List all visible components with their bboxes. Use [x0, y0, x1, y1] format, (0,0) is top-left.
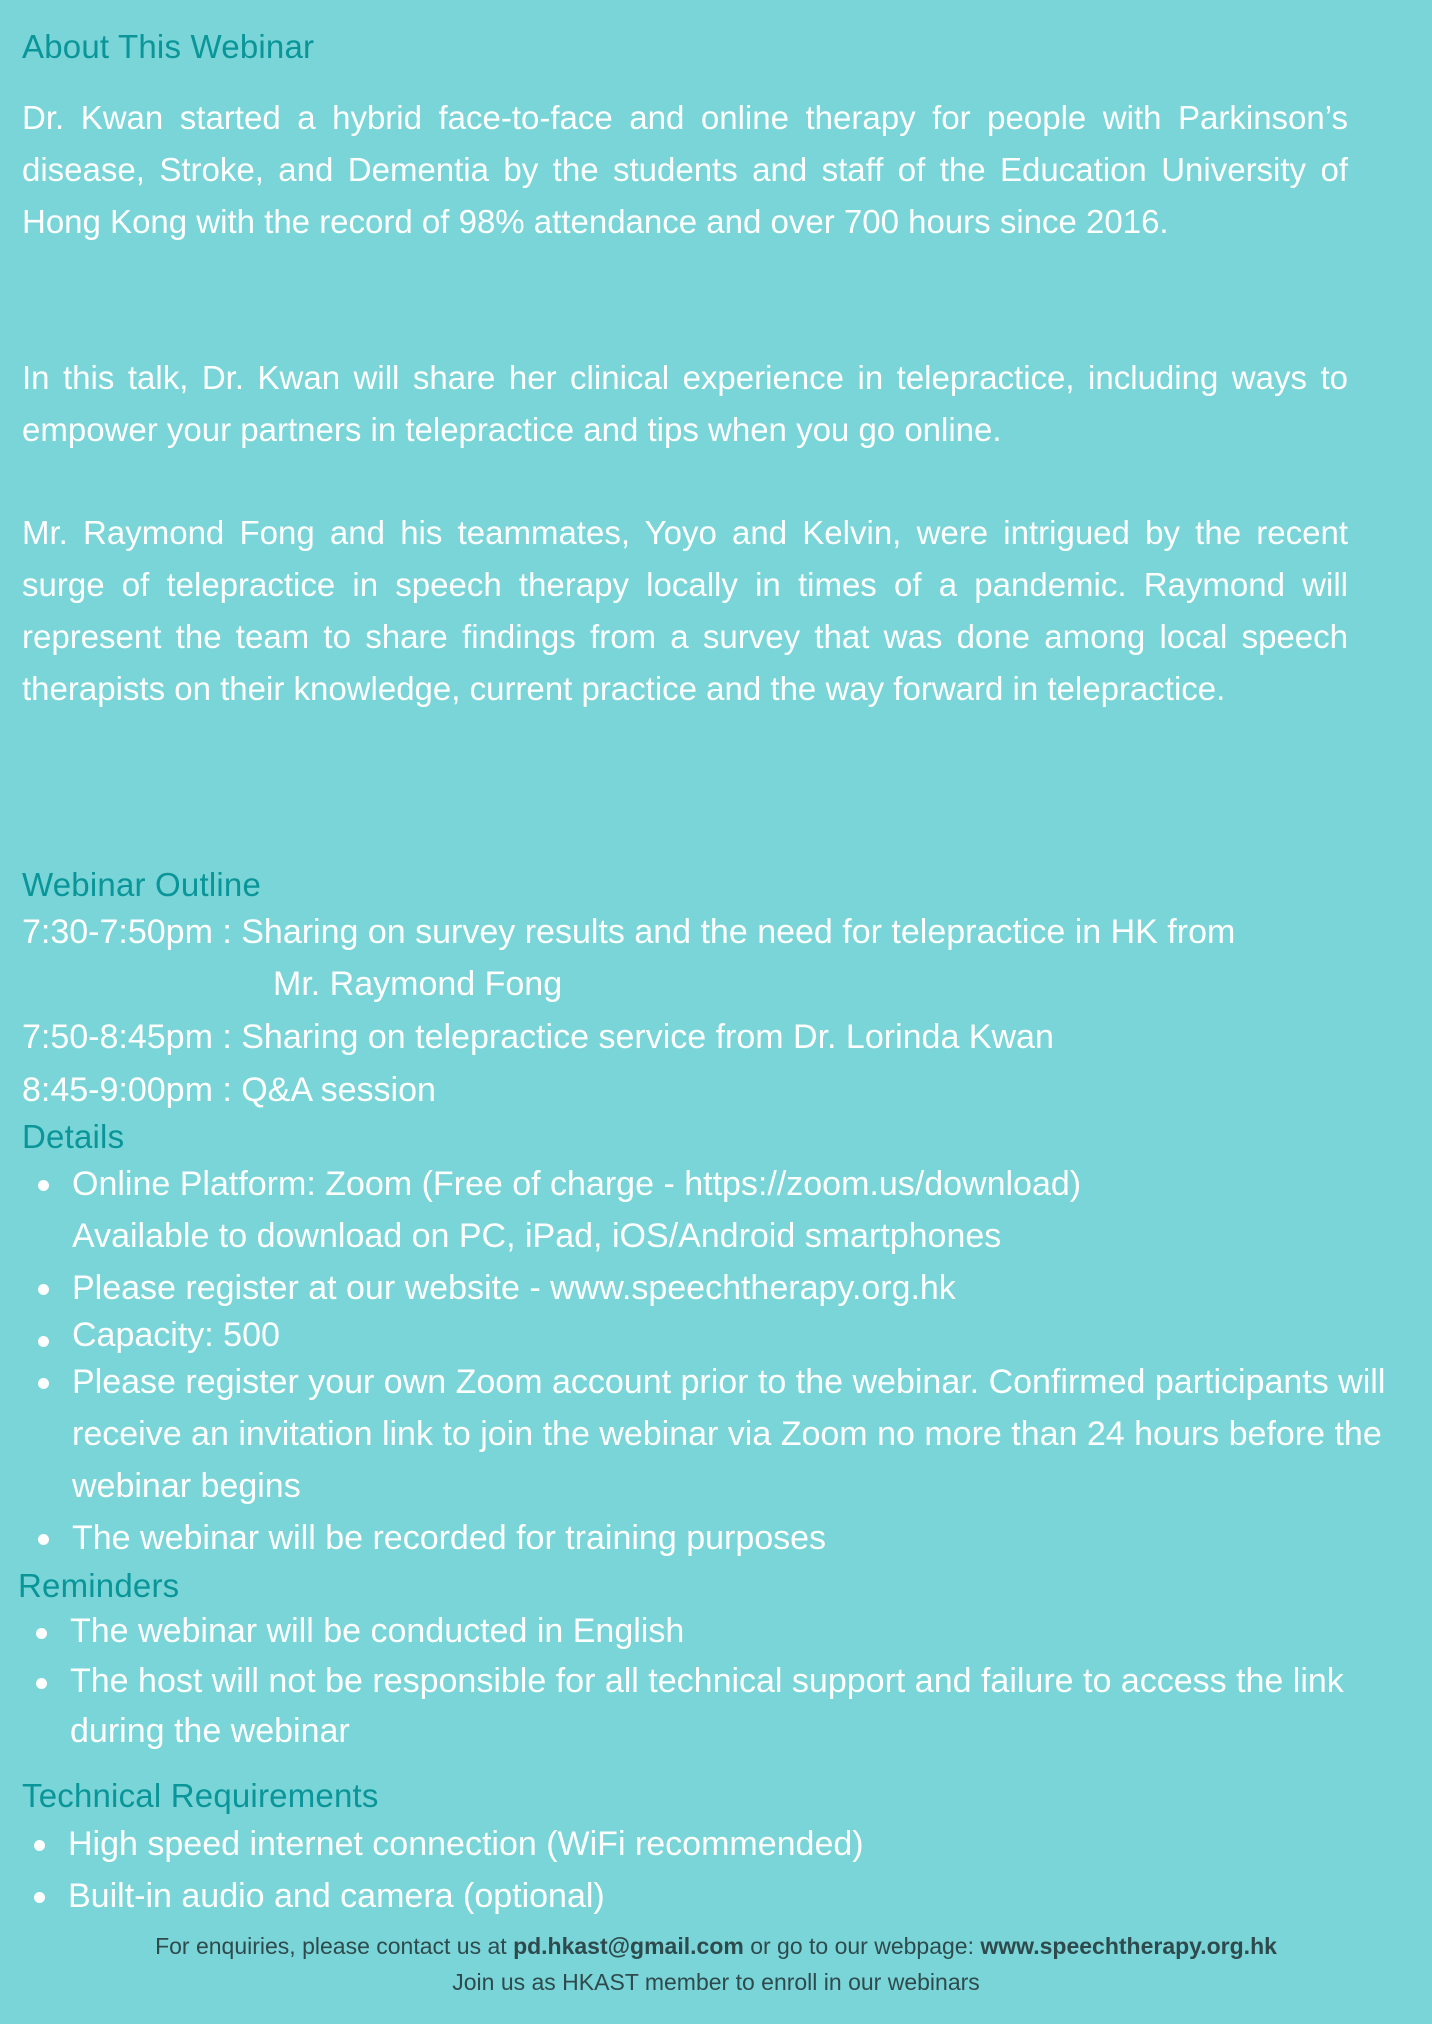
details-item-zoom-account: Please register your own Zoom account prior to the webinar. Confirmed participants will receive an invitation link to join the webinar via Zoom no more than 24 hours before the webinar begins [22, 1356, 1392, 1512]
details-item-platform-line2: Available to download on PC, iPad, iOS/Android smartphones [72, 1217, 1002, 1255]
technical-item-audio-camera: Built-in audio and camera (optional) [18, 1870, 1388, 1922]
details-item-recorded: The webinar will be recorded for training purposes [22, 1512, 1392, 1564]
footer-membership-line: Join us as HKAST member to enroll in our webinars [452, 1969, 980, 1995]
technical-heading: Technical Requirements [22, 1777, 379, 1814]
about-heading: About This Webinar [22, 28, 315, 65]
reminders-item-english: The webinar will be conducted in English [20, 1606, 1390, 1656]
footer-website-link[interactable]: www.speechtherapy.org.hk [980, 1933, 1277, 1959]
about-paragraph-3: Mr. Raymond Fong and his teammates, Yoyo and Kelvin, were intrigued by the recent surge of telepractice in speech therapy locally in times of a pandemic. Raymond will represent the team to share findings from a survey that was done among local speech therapists on their knowledge, current practice and the way forward in telepractice. [22, 514, 1348, 707]
details-item-capacity: Capacity: 500 [22, 1314, 1392, 1356]
details-item-register: Please register at our website - www.speechtherapy.org.hk [22, 1262, 1392, 1314]
technical-list [18, 1818, 1388, 1922]
footer-contact-prefix: For enquiries, please contact us at [155, 1933, 514, 1959]
outline-item-3: 8:45-9:00pm : Q&A session [22, 1071, 436, 1109]
details-list [22, 1158, 1392, 1564]
outline-item-1-speaker: Mr. Raymond Fong [273, 965, 563, 1003]
about-paragraph-1: Dr. Kwan started a hybrid face-to-face and online therapy for people with Parkinson’s disease, Stroke, and Dementia by the students and staff of the Education University of Hong Kong with the record of 98% attendance and over 700 hours since 2016. [22, 99, 1348, 240]
outline-item-1: 7:30-7:50pm : Sharing on survey results and the need for telepractice in HK from [22, 913, 1236, 951]
details-heading: Details [22, 1118, 125, 1155]
footer-contact-middle: or go to our webpage: [743, 1933, 981, 1959]
footer [0, 1928, 1432, 2000]
outline-item-2: 7:50-8:45pm : Sharing on telepractice service from Dr. Lorinda Kwan [22, 1018, 1054, 1056]
footer-email-link[interactable]: pd.hkast@gmail.com [513, 1933, 744, 1959]
about-paragraph-2: In this talk, Dr. Kwan will share her clinical experience in telepractice, including ways to empower your partners in telepractice and tips when you go online. [22, 359, 1348, 448]
details-item-platform-line1: Online Platform: Zoom (Free of charge - https://zoom.us/download) [72, 1165, 1082, 1203]
details-item-platform [22, 1158, 1392, 1262]
footer-contact-line [0, 1928, 1432, 1964]
technical-item-internet: High speed internet connection (WiFi recommended) [18, 1818, 1388, 1870]
outline-heading: Webinar Outline [22, 866, 262, 903]
reminders-item-host: The host will not be responsible for all technical support and failure to access the link during the webinar [20, 1656, 1390, 1756]
reminders-heading: Reminders [18, 1567, 180, 1604]
reminders-list [20, 1606, 1390, 1756]
